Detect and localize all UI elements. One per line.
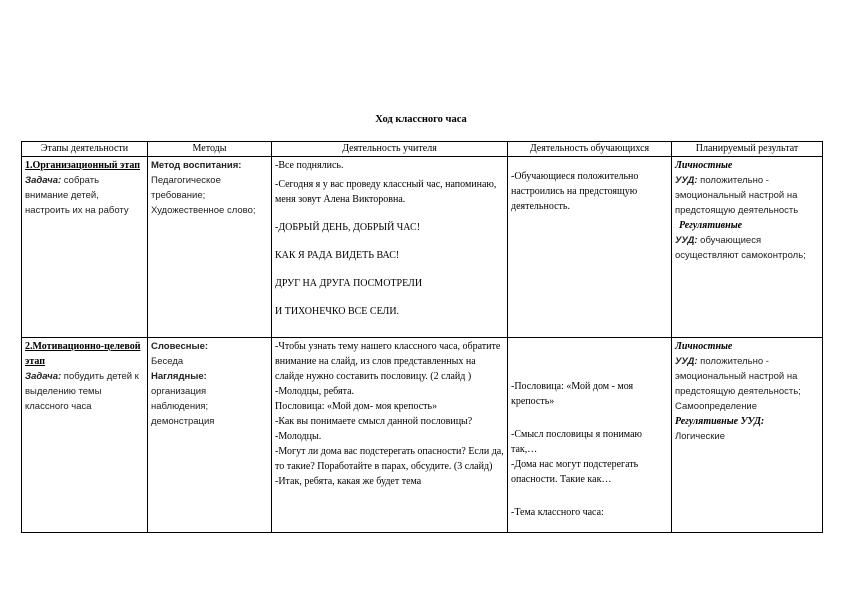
header-teacher-activity: Деятельность учителя — [272, 142, 508, 157]
table-row — [22, 338, 823, 533]
student-line: -Дома нас могут подстерегать опасности. Такие как… — [511, 459, 639, 485]
teacher-line: -ДОБРЫЙ ДЕНЬ, ДОБРЫЙ ЧАС! — [275, 222, 421, 233]
stage-cell — [22, 157, 148, 338]
teacher-line: -Чтобы узнать тему нашего классного часа, обратите внимание на слайд, из слов представленных на слайде нужно составить пословицу. (2 слайд ) — [275, 341, 501, 382]
student-line: -Тема классного часа: — [511, 507, 604, 518]
teacher-line: -Могут ли дома вас подстерегать опасности? Если да, то такие? Поработайте в парах, обсудите. (3 слайд) — [275, 446, 504, 472]
task-description: собрать внимание детей, настроить их на работу — [25, 175, 129, 216]
header-methods: Методы — [148, 142, 272, 157]
method-item: демонстрация — [151, 416, 215, 427]
result-cell — [672, 338, 823, 533]
visual-methods-title: Наглядные: — [151, 371, 207, 382]
result-regulative-title: Регулятивные — [679, 220, 743, 231]
teacher-line: И ТИХОНЕЧКО ВСЕ СЕЛИ. — [275, 306, 400, 317]
task-text — [25, 371, 139, 412]
result-personal-title: Личностные — [675, 160, 733, 171]
task-label: Задача: — [25, 175, 62, 186]
uud-label: УУД: — [675, 235, 698, 246]
stage-title: 1.Организационный этап — [25, 160, 141, 171]
teacher-line: -Молодцы, ребята. — [275, 386, 355, 397]
method-item: Художественное слово; — [151, 205, 256, 216]
header-planned-result: Планируемый результат — [672, 142, 823, 157]
stage-title: 2.Мотивационно-целевой этап — [25, 341, 141, 367]
students-cell — [508, 338, 672, 533]
teacher-line: -Как вы понимаете смысл данной пословицы? — [275, 416, 473, 427]
teacher-line: -Сегодня я у вас проведу классный час, напоминаю, меня зовут Алена Викторовна. — [275, 179, 497, 205]
document-title: Ход классного часа — [375, 114, 467, 125]
table-header-row — [22, 142, 823, 157]
task-text — [25, 175, 129, 216]
result-logic: Логические — [675, 431, 726, 442]
student-line: -Обучающиеся положительно настроились на предстоящую деятельность. — [511, 171, 639, 212]
students-cell — [508, 157, 672, 338]
result-cell — [672, 157, 823, 338]
teacher-line: -Молодцы. — [275, 431, 322, 442]
teacher-cell — [272, 157, 508, 338]
method-title: Метод воспитания: — [151, 160, 242, 171]
uud-label: УУД: — [675, 356, 698, 367]
teacher-line: Пословица: «Мой дом- моя крепость» — [275, 401, 438, 412]
result-self: Самоопределение — [675, 401, 758, 412]
task-description: побудить детей к выделению темы классного часа — [25, 371, 139, 412]
method-item: организация — [151, 386, 207, 397]
teacher-line: -Все поднялись. — [275, 160, 344, 171]
task-label: Задача: — [25, 371, 62, 382]
stage-cell — [22, 338, 148, 533]
method-item: Беседа — [151, 356, 184, 367]
uud-text: положительно - эмоциональный настрой на предстоящую деятельность — [675, 175, 799, 216]
header-student-activity: Деятельность обучающихся — [508, 142, 672, 157]
method-item: наблюдения; — [151, 401, 209, 412]
teacher-line: КАК Я РАДА ВИДЕТЬ ВАС! — [275, 250, 400, 261]
uud-text: обучающиеся осуществляют самоконтроль; — [675, 235, 806, 261]
student-line: -Смысл пословицы я понимаю так,… — [511, 429, 642, 455]
method-item: Педагогическое требование; — [151, 175, 221, 201]
student-line: -Пословица: «Мой дом - моя крепость» — [511, 381, 634, 407]
methods-cell — [148, 338, 272, 533]
teacher-line: ДРУГ НА ДРУГА ПОСМОТРЕЛИ — [275, 278, 423, 289]
teacher-cell — [272, 338, 508, 533]
table-row — [22, 157, 823, 338]
result-regulative-title: Регулятивные УУД: — [675, 416, 765, 427]
verbal-methods-title: Словесные: — [151, 341, 209, 352]
result-personal-title: Личностные — [675, 341, 733, 352]
uud-label: УУД: — [675, 175, 698, 186]
teacher-line: -Итак, ребята, какая же будет тема — [275, 476, 422, 487]
lesson-plan-table — [21, 141, 823, 533]
uud-text: положительно - эмоциональный настрой на предстоящую деятельность; — [675, 356, 801, 397]
header-stages: Этапы деятельности — [22, 142, 148, 157]
methods-cell — [148, 157, 272, 338]
